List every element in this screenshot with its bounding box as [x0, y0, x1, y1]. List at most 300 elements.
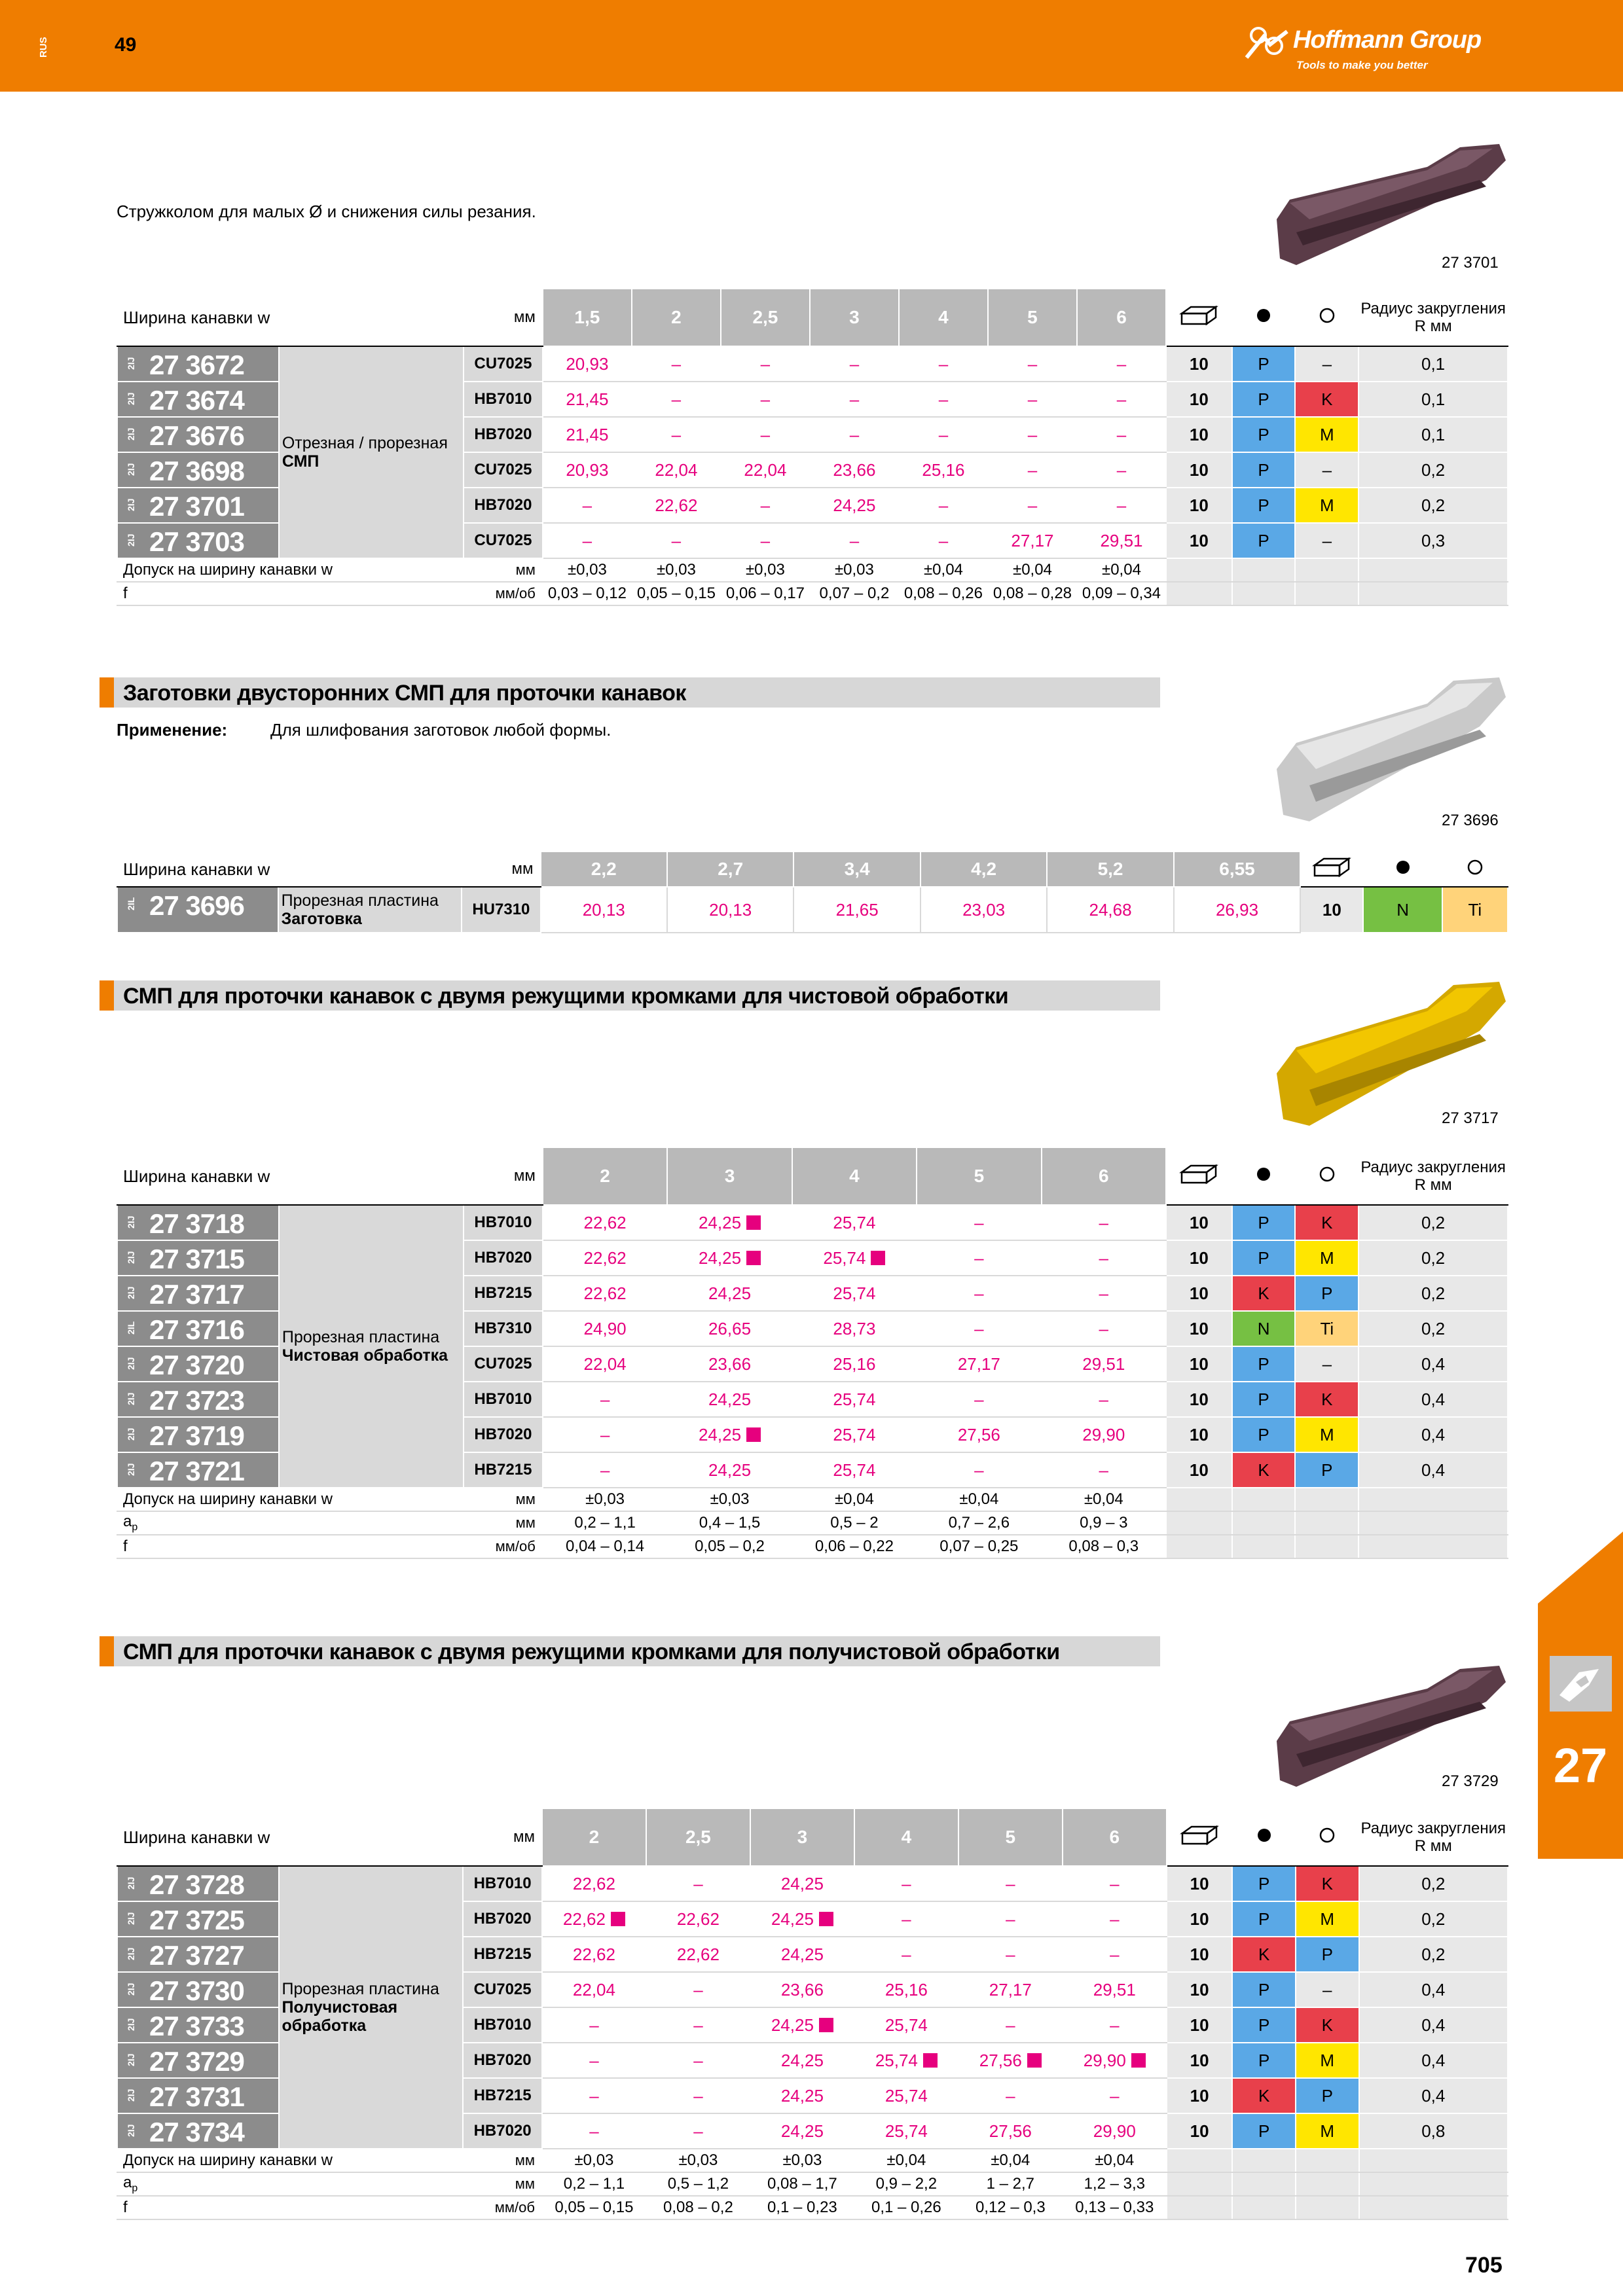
- stock-marker-icon: [819, 1912, 833, 1926]
- footer-blank: [1232, 1535, 1296, 1558]
- price-value: 24,25: [780, 1873, 824, 1893]
- header-main-use: [1232, 1808, 1296, 1866]
- stock-marker-icon: [746, 1427, 761, 1442]
- footer-label: $a_p$: [117, 2172, 463, 2196]
- footer-value: ±0,04: [1042, 1488, 1166, 1511]
- article-number-text: 27 3730: [149, 1975, 244, 2006]
- price-cell: [854, 2113, 958, 2149]
- grade-code: HB7010: [463, 1866, 542, 1901]
- article-number-text: 27 3676: [149, 420, 244, 451]
- footer-value: 0,05 – 0,15: [542, 2196, 646, 2219]
- image-label-4: 27 3729: [1442, 1772, 1499, 1790]
- article-prefix: 2IJ: [126, 463, 136, 476]
- grade-code: HB7215: [463, 1937, 542, 1972]
- footer-blank: [1295, 1511, 1359, 1535]
- pack-quantity: 10: [1166, 1276, 1232, 1311]
- price-value: –: [849, 424, 860, 444]
- page-number: 705: [1465, 2253, 1503, 2278]
- price-value: 26,93: [1215, 899, 1259, 920]
- price-value: 22,04: [583, 1354, 627, 1374]
- article-prefix: 2IJ: [126, 1251, 136, 1264]
- footer-value: 0,5 – 1,2: [646, 2172, 750, 2196]
- price-value: 24,25: [698, 1247, 742, 1268]
- price-cell: [646, 2113, 750, 2149]
- pack-quantity: 10: [1167, 1972, 1233, 2007]
- price-cell: [721, 452, 810, 488]
- article-number-text: 27 3728: [149, 1869, 244, 1900]
- table-header-row: [117, 289, 1508, 346]
- price-value: 25,74: [833, 1283, 876, 1303]
- price-cell: [542, 1901, 646, 1937]
- price-cell: [721, 346, 810, 382]
- grade-code: HB7020: [464, 488, 543, 523]
- table-header-row: [117, 1147, 1508, 1205]
- price-value: –: [1110, 2015, 1120, 2035]
- price-cell: [542, 2113, 646, 2149]
- price-cell: [646, 2078, 750, 2113]
- article-prefix: 2IJ: [126, 1463, 136, 1476]
- article-prefix: 2IJ: [126, 1947, 136, 1960]
- header-radius: Радиус закругления R мм: [1359, 289, 1508, 346]
- price-value: 22,04: [744, 459, 787, 480]
- footer-value: ±0,04: [917, 1488, 1041, 1511]
- article-prefix: 2IJ: [126, 2089, 136, 2102]
- article-number-text: 27 3725: [149, 1905, 244, 1935]
- main-application-dot-icon: [1255, 1166, 1272, 1183]
- table-header-row: [117, 852, 1508, 887]
- language-code: RUS: [38, 37, 49, 58]
- corner-radius: 0,4: [1359, 1346, 1508, 1382]
- header-width-value: 3,4: [793, 852, 920, 887]
- footer-value: 0,07 – 0,2: [810, 582, 899, 605]
- article-number-text: 27 3731: [149, 2081, 244, 2112]
- main-material-badge: P: [1232, 1382, 1296, 1417]
- header-secondary-use: [1295, 289, 1359, 346]
- insert-description: [279, 1866, 464, 2149]
- price-cell: [1063, 1866, 1167, 1901]
- footer-blank: [1296, 2149, 1359, 2172]
- footer-blank: [1167, 2172, 1233, 2196]
- price-value: –: [589, 2121, 599, 2141]
- price-value: –: [671, 389, 682, 409]
- article-prefix: 2IL: [126, 897, 136, 910]
- price-cell: [667, 1417, 792, 1452]
- section3-title: СМП для проточки канавок с двумя режущими кромками для чистовой обработки: [123, 984, 1009, 1009]
- grade-code: HB7020: [463, 1901, 542, 1937]
- footer-blank: [1166, 1511, 1232, 1535]
- pack-quantity: 10: [1167, 2113, 1233, 2149]
- header-unit: мм: [464, 1147, 543, 1205]
- price-cell: [958, 1901, 1063, 1937]
- price-value: 20,93: [566, 459, 609, 480]
- header-package-cell: [1300, 852, 1363, 887]
- description-line-2: Чистовая обработка: [282, 1346, 448, 1365]
- price-cell: [543, 1311, 667, 1346]
- price-value: –: [760, 495, 771, 515]
- price-value: 21,45: [566, 424, 609, 444]
- price-cell: [810, 452, 899, 488]
- price-value: 27,56: [979, 2050, 1022, 2070]
- grade-code: HB7020: [463, 2113, 542, 2149]
- price-cell: [543, 1346, 667, 1382]
- price-cell: [899, 382, 988, 417]
- footer-blank: [1359, 1488, 1508, 1511]
- grade-code: HB7010: [464, 1205, 543, 1240]
- article-number-text: 27 3727: [149, 1940, 244, 1971]
- price-cell: [854, 1972, 958, 2007]
- secondary-material-badge: P: [1296, 1937, 1359, 1972]
- price-value: 22,62: [572, 1944, 615, 1964]
- pack-quantity: 10: [1167, 1937, 1233, 1972]
- grade-code: CU7025: [464, 1346, 543, 1382]
- footer-blank: [1166, 1488, 1232, 1511]
- price-cell: [721, 417, 810, 452]
- price-cell: [958, 1866, 1063, 1901]
- price-cell: [1042, 1311, 1166, 1346]
- footer-blank: [1295, 582, 1359, 605]
- footer-label: f: [117, 582, 464, 605]
- price-value: –: [1116, 459, 1127, 480]
- price-cell: [917, 1205, 1041, 1240]
- article-number: [117, 2043, 279, 2078]
- price-value: 29,90: [1083, 2050, 1126, 2070]
- price-value: –: [974, 1318, 984, 1338]
- footer-value: 0,2 – 1,1: [542, 2172, 646, 2196]
- grade-code: HB7020: [464, 417, 543, 452]
- article-prefix: 2IJ: [126, 2124, 136, 2137]
- main-material-badge: P: [1232, 417, 1296, 452]
- header-width-value: 4,2: [921, 852, 1047, 887]
- header-width-value: 2,2: [541, 852, 667, 887]
- secondary-application-circle-icon: [1319, 1166, 1336, 1183]
- corner-radius: 0,2: [1359, 1901, 1508, 1937]
- price-cell: [1042, 1382, 1166, 1417]
- footer-value: 0,07 – 0,25: [917, 1535, 1041, 1558]
- table-row[interactable]: [117, 887, 1508, 933]
- article-number: [117, 2078, 279, 2113]
- price-cell: [1042, 1417, 1166, 1452]
- header-width-value: 6: [1077, 289, 1166, 346]
- price-cell: [632, 488, 721, 523]
- header-unit: мм: [463, 1808, 542, 1866]
- main-material-badge: P: [1232, 2007, 1296, 2043]
- article-prefix: 2IJ: [126, 1982, 136, 1996]
- brand-logo[interactable]: [1244, 20, 1519, 79]
- footer-value: 0,08 – 0,2: [646, 2196, 750, 2219]
- pack-quantity: 10: [1167, 2078, 1233, 2113]
- price-value: 23,66: [708, 1354, 752, 1374]
- footer-value: ±0,03: [667, 1488, 792, 1511]
- insert-image-273696: [1270, 671, 1512, 834]
- grade-code: HB7020: [464, 1417, 543, 1452]
- main-material-badge: K: [1232, 1937, 1296, 1972]
- footer-value: ±0,04: [1077, 558, 1166, 582]
- footer-value: 0,4 – 1,5: [667, 1511, 792, 1535]
- article-prefix: 2IL: [126, 1321, 136, 1335]
- price-cell: [750, 1937, 854, 1972]
- price-cell: [854, 1901, 958, 1937]
- price-cell: [792, 1452, 917, 1488]
- header-radius: Радиус закругления R мм: [1359, 1808, 1508, 1866]
- footer-value: 0,12 – 0,3: [958, 2196, 1063, 2219]
- table-header-row: [117, 1808, 1508, 1866]
- price-value: –: [671, 424, 682, 444]
- price-cell: [1042, 1346, 1166, 1382]
- footer-unit: мм: [463, 2149, 542, 2172]
- price-cell: [632, 523, 721, 558]
- price-value: –: [1006, 1944, 1015, 1964]
- price-value: –: [693, 2085, 703, 2106]
- price-value: –: [589, 2085, 599, 2106]
- section4-heading: [100, 1636, 1160, 1666]
- header-unit: мм: [464, 289, 543, 346]
- header-width-value: 5: [917, 1147, 1041, 1205]
- price-cell: [543, 452, 632, 488]
- grade-code: CU7025: [464, 346, 543, 382]
- article-number-text: 27 3719: [149, 1420, 244, 1451]
- price-value: –: [974, 1389, 984, 1409]
- price-value: 24,25: [780, 2085, 824, 2106]
- price-cell: [810, 488, 899, 523]
- price-value: –: [589, 2015, 599, 2035]
- price-value: 23,66: [833, 459, 876, 480]
- grade-code: HB7010: [464, 1382, 543, 1417]
- price-value: –: [938, 530, 949, 550]
- price-cell: [1063, 2113, 1167, 2149]
- footer-value: ±0,03: [721, 558, 810, 582]
- article-prefix: 2IJ: [126, 427, 136, 440]
- price-value: –: [849, 530, 860, 550]
- article-number-text: 27 3717: [149, 1279, 244, 1310]
- price-cell: [542, 1972, 646, 2007]
- section4-title: СМП для проточки канавок с двумя режущими кромками для получистовой обработки: [123, 1640, 1060, 1664]
- footer-blank: [1296, 2172, 1359, 2196]
- footer-unit: мм/об: [464, 582, 543, 605]
- main-material-badge: P: [1232, 1972, 1296, 2007]
- header-main-use: [1232, 1147, 1296, 1205]
- price-cell: [721, 488, 810, 523]
- price-cell: [854, 2043, 958, 2078]
- price-cell: [667, 1205, 792, 1240]
- price-value: 29,51: [1100, 530, 1143, 550]
- price-cell: [917, 1311, 1041, 1346]
- package-box-icon: [1179, 304, 1218, 327]
- price-cell: [750, 2113, 854, 2149]
- price-value: –: [1110, 1909, 1120, 1929]
- secondary-material-badge: M: [1296, 1901, 1359, 1937]
- product-table-4: [117, 1808, 1508, 2220]
- price-cell: [667, 887, 793, 933]
- price-cell: [792, 1205, 917, 1240]
- header-main-use: [1363, 852, 1442, 887]
- price-cell: [667, 1276, 792, 1311]
- price-cell: [750, 1866, 854, 1901]
- package-box-icon: [1312, 856, 1351, 878]
- table-row[interactable]: [117, 1205, 1508, 1240]
- footer-blank: [1359, 1535, 1508, 1558]
- table-row[interactable]: [117, 1866, 1508, 1901]
- section1-intro: Стружколом для малых Ø и снижения силы резания.: [117, 202, 536, 221]
- footer-unit: мм/об: [464, 1535, 543, 1558]
- pack-quantity: 10: [1300, 887, 1363, 933]
- secondary-material-badge: P: [1295, 1452, 1359, 1488]
- header-width-label: Ширина канавки w: [117, 852, 462, 887]
- footer-label: Допуск на ширину канавки w: [117, 1488, 464, 1511]
- price-cell: [1063, 1972, 1167, 2007]
- footer-blank: [1167, 2149, 1233, 2172]
- article-number-text: 27 3716: [149, 1314, 244, 1345]
- footer-blank: [1359, 558, 1508, 582]
- header-width-value: 3: [750, 1808, 854, 1866]
- header-width-label: Ширина канавки w: [117, 1147, 464, 1205]
- price-cell: [542, 2043, 646, 2078]
- price-value: 25,74: [884, 2085, 928, 2106]
- grade-code: HB7215: [463, 2078, 542, 2113]
- stock-marker-icon: [923, 2053, 938, 2068]
- footer-value: 0,09 – 0,34: [1077, 582, 1166, 605]
- corner-radius: 0,2: [1359, 452, 1508, 488]
- article-number: [117, 1452, 279, 1488]
- price-cell: [792, 1240, 917, 1276]
- article-number-text: 27 3733: [149, 2011, 244, 2041]
- package-box-icon: [1179, 1163, 1218, 1185]
- main-material-badge: P: [1232, 2043, 1296, 2078]
- price-cell: [667, 1346, 792, 1382]
- main-material-badge: P: [1232, 1346, 1296, 1382]
- secondary-application-circle-icon: [1319, 1827, 1336, 1844]
- price-cell: [542, 1937, 646, 1972]
- price-cell: [917, 1276, 1041, 1311]
- article-prefix: 2IJ: [126, 1427, 136, 1441]
- price-cell: [958, 2007, 1063, 2043]
- header-main-use: [1232, 289, 1296, 346]
- header-width-value: 2: [632, 289, 721, 346]
- pack-quantity: 10: [1166, 417, 1232, 452]
- footer-blank: [1232, 2172, 1296, 2196]
- pack-quantity: 10: [1166, 523, 1232, 558]
- article-prefix: 2IJ: [126, 2053, 136, 2066]
- price-value: 27,56: [989, 2121, 1032, 2141]
- corner-radius: 0,4: [1359, 2007, 1508, 2043]
- footer-value: ±0,03: [632, 558, 721, 582]
- price-cell: [1077, 382, 1166, 417]
- footer-label: Допуск на ширину канавки w: [117, 558, 464, 582]
- corner-radius: 0,4: [1359, 2043, 1508, 2078]
- article-number-text: 27 3721: [149, 1456, 244, 1486]
- corner-radius: 0,2: [1359, 1937, 1508, 1972]
- pack-quantity: 10: [1166, 382, 1232, 417]
- header-package-cell: [1166, 1147, 1232, 1205]
- corner-radius: 0,2: [1359, 1311, 1508, 1346]
- corner-radius: 0,4: [1359, 1452, 1508, 1488]
- header-package-cell: [1167, 1808, 1233, 1866]
- price-value: –: [974, 1460, 984, 1480]
- footer-value: 1,2 – 3,3: [1063, 2172, 1167, 2196]
- stock-marker-icon: [819, 2018, 833, 2032]
- price-cell: [1063, 2078, 1167, 2113]
- price-value: 24,25: [708, 1389, 752, 1409]
- table-footer-row: [117, 582, 1508, 605]
- price-value: 24,25: [708, 1460, 752, 1480]
- article-prefix: 2IJ: [126, 2018, 136, 2031]
- price-value: –: [1116, 424, 1127, 444]
- price-value: –: [1006, 2015, 1015, 2035]
- footer-label-subscript: p: [132, 2183, 138, 2194]
- article-number: [117, 2113, 279, 2149]
- price-value: 26,65: [708, 1318, 752, 1338]
- price-cell: [721, 523, 810, 558]
- table-footer-row: [117, 2149, 1508, 2172]
- price-cell: [899, 417, 988, 452]
- section2-title: Заготовки двусторонних СМП для проточки канавок: [123, 681, 686, 706]
- image-label-1: 27 3701: [1442, 254, 1499, 272]
- price-value: –: [1027, 353, 1038, 374]
- main-material-badge: P: [1232, 452, 1296, 488]
- corner-radius: 0,2: [1359, 1205, 1508, 1240]
- price-value: 21,45: [566, 389, 609, 409]
- price-value: 24,25: [771, 2015, 814, 2035]
- price-cell: [543, 1276, 667, 1311]
- footer-value: ±0,04: [899, 558, 988, 582]
- secondary-material-badge: K: [1295, 382, 1359, 417]
- header-width-value: 2,7: [667, 852, 793, 887]
- footer-value: 0,08 – 1,7: [750, 2172, 854, 2196]
- header-radius: Радиус закругления R мм: [1359, 1147, 1508, 1205]
- price-cell: [792, 1382, 917, 1417]
- table-row[interactable]: [117, 346, 1508, 382]
- article-prefix: 2IJ: [126, 1357, 136, 1370]
- price-value: –: [974, 1212, 984, 1232]
- price-value: 25,16: [884, 1979, 928, 2000]
- article-number-text: 27 3696: [149, 890, 244, 921]
- footer-unit: мм: [463, 2172, 542, 2196]
- main-material-badge: P: [1232, 488, 1296, 523]
- footer-value: 0,13 – 0,33: [1063, 2196, 1167, 2219]
- price-cell: [958, 2043, 1063, 2078]
- article-number-text: 27 3734: [149, 2117, 244, 2147]
- price-cell: [543, 1452, 667, 1488]
- chapter-tab[interactable]: [1538, 1604, 1623, 1859]
- footer-value: 0,05 – 0,2: [667, 1535, 792, 1558]
- article-prefix: 2IJ: [126, 1215, 136, 1229]
- price-value: 22,62: [572, 1873, 615, 1893]
- corner-radius: 0,4: [1359, 1972, 1508, 2007]
- price-value: 21,65: [835, 899, 879, 920]
- pack-quantity: 10: [1167, 2007, 1233, 2043]
- footer-value: ±0,04: [1063, 2149, 1167, 2172]
- article-number: [117, 1311, 279, 1346]
- price-value: –: [589, 2050, 599, 2070]
- price-value: –: [1110, 1944, 1120, 1964]
- price-value: 20,13: [709, 899, 752, 920]
- price-value: 27,17: [989, 1979, 1032, 2000]
- price-value: 25,74: [833, 1212, 876, 1232]
- price-cell: [543, 1205, 667, 1240]
- header-unit: мм: [462, 852, 540, 887]
- price-cell: [543, 1240, 667, 1276]
- price-cell: [792, 1417, 917, 1452]
- main-material-badge: P: [1232, 1417, 1296, 1452]
- footer-label: Допуск на ширину канавки w: [117, 2149, 463, 2172]
- footer-blank: [1359, 2196, 1508, 2219]
- price-value: –: [582, 530, 593, 550]
- article-number-text: 27 3720: [149, 1350, 244, 1380]
- price-cell: [750, 2078, 854, 2113]
- price-value: 24,68: [1089, 899, 1132, 920]
- price-value: 24,25: [780, 2121, 824, 2141]
- header-width-value: 3: [667, 1147, 792, 1205]
- article-number-text: 27 3723: [149, 1385, 244, 1416]
